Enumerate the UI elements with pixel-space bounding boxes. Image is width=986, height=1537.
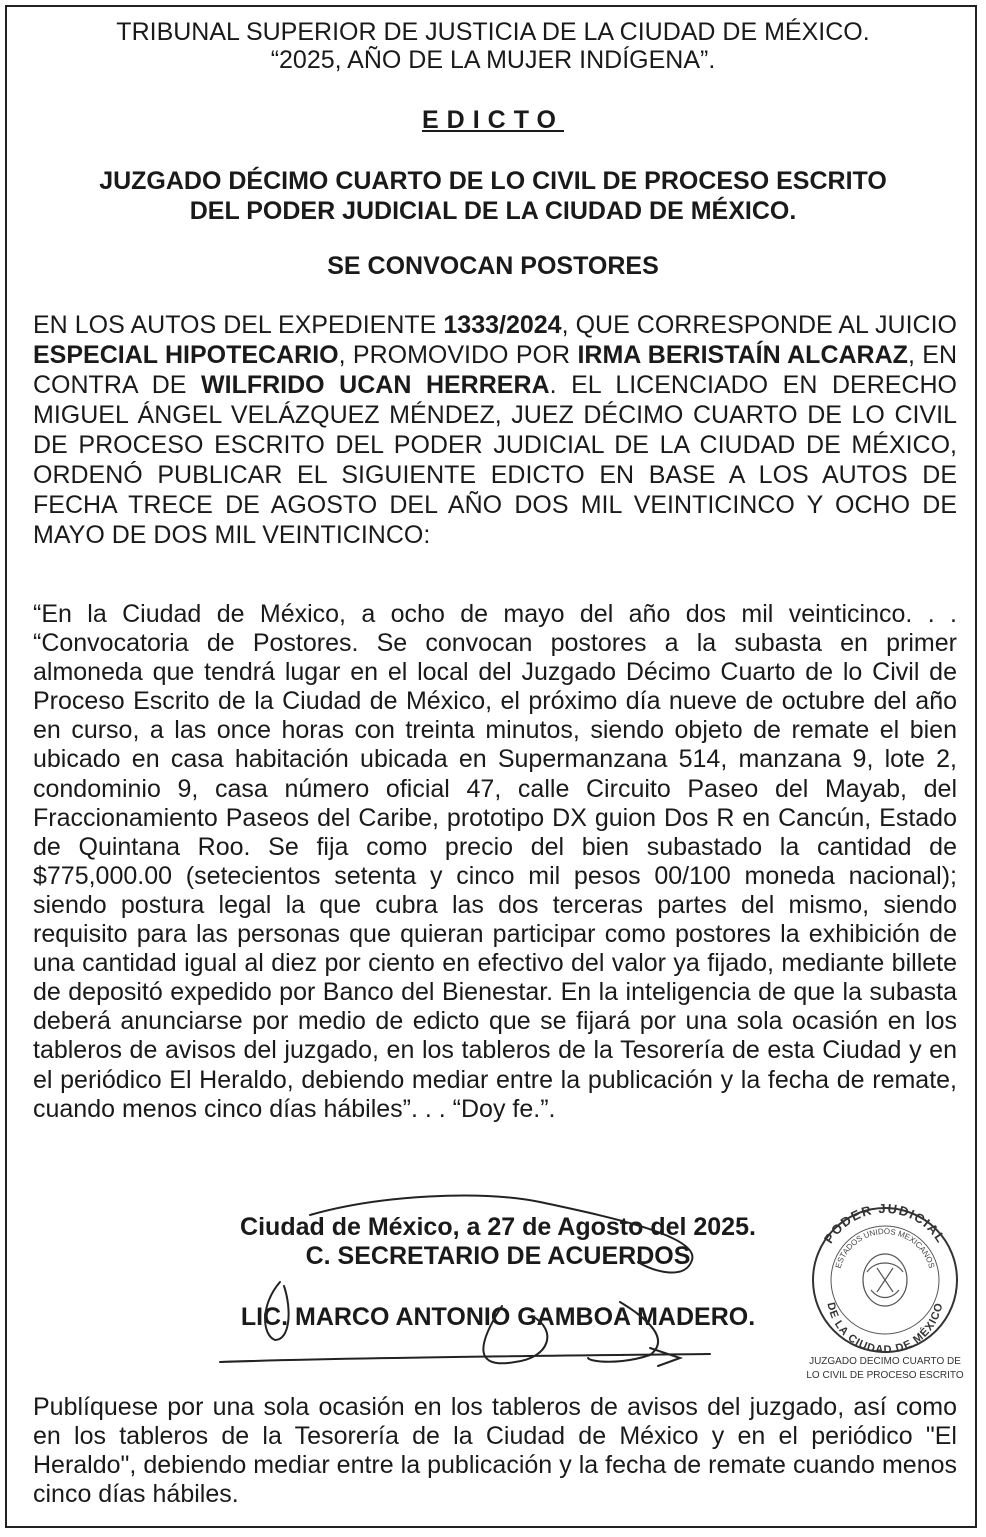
court-name-line2: DEL PODER JUDICIAL DE LA CIUDAD DE MÉXICO.: [189, 197, 797, 225]
intro-text-1: EN LOS AUTOS DEL EXPEDIENTE: [33, 311, 444, 339]
signature-date-line: Ciudad de México, a 27 de Agosto del 2025.: [240, 1213, 756, 1241]
svg-text:PODER JUDICIAL: [821, 1201, 949, 1246]
seal-inner-text: ESTADOS UNIDOS MEXICANOS: [833, 1226, 937, 1270]
header-court-name: TRIBUNAL SUPERIOR DE JUSTICIA DE LA CIUDAD DE MÉXICO.: [116, 18, 870, 46]
plaintiff-name: IRMA BERISTAÍN ALCARAZ: [577, 341, 908, 369]
signature-name: LIC. MARCO ANTONIO GAMBOA MADERO.: [240, 1303, 756, 1331]
intro-text-5: . EL LICENCIADO EN DERECHO MIGUEL ÁNGEL VELÁZQUEZ MÉNDEZ, JUEZ DÉCIMO CUARTO DE LO CIVIL DE PROCESO ESCRITO DEL PODER JUDICIAL DE LA CIUDAD DE MÉXICO, ORDENÓ PUBLICAR EL SIGUIENTE EDICTO EN BASE A LOS AUTOS DE FECHA TRECE DE AGOSTO DEL AÑO DOS MIL VEINTICINCO Y OCHO DE MAYO DE DOS MIL VEINTICINCO:: [33, 371, 957, 549]
seal-top-text: PODER JUDICIAL: [820, 1200, 950, 1247]
seal-stamp-line1: JUZGADO DECIMO CUARTO DE: [809, 1356, 961, 1367]
intro-text-2: , QUE CORRESPONDE AL JUICIO: [561, 311, 957, 339]
convocation-heading: SE CONVOCAN POSTORES: [327, 252, 659, 280]
auction-notice-paragraph: “En la Ciudad de México, a ocho de mayo del año dos mil veinticinco. . . “Convocatoria de Postores. Se convocan postores a la subasta en primer almoneda que tendrá lugar en el local del Juzgado Décimo Cuarto de lo Civil de Proceso Escrito de la Ciudad de México, el próximo día nueve de octubre del año en curso, a las once horas con treinta minutos, siendo objeto de remate el bien ubicado en casa habitación ubicada en Supermanzana 514, manzana 9, lote 2, condominio 9, casa número oficial 47, calle Circuito Paseo del Mayab, del Fraccionamiento Paseos del Caribe, prototipo DX guion Dos R en Cancún, Estado de Quintana Roo. Se fija como precio del bien subastado la cantidad de $775,000.00 (setecientos setenta y cinco mil pesos 00/100 moneda nacional); siendo postura legal la que cubra las dos terceras partes del mismo, siendo requisito para las personas que quieran participar como postores la exhibición de una cantidad igual al diez por ciento en efectivo del valor ya fijado, mediante billete de depositó expedido por Banco del Bienestar. En la inteligencia de que la subasta deberá anunciarse por medio de edicto que se fijará por una sola ocasión en los tableros de avisos del juzgado, en los tableros de la Tesorería de esta Ciudad y en el periódico El Heraldo, debiendo mediar entre la publicación y la fecha de remate, cuando menos cinco días hábiles”. . . “Doy fe.”.: [33, 600, 957, 1123]
document-title: EDICTO: [422, 106, 564, 134]
court-seal: [805, 1200, 965, 1385]
intro-text-4: , EN CONTRA DE: [33, 341, 958, 399]
defendant-name: WILFRIDO UCAN HERRERA: [201, 371, 550, 399]
signature-role: C. SECRETARIO DE ACUERDOS: [305, 1242, 691, 1270]
court-name: [30, 166, 956, 226]
intro-text-3: , PROMOVIDO POR: [338, 341, 578, 369]
court-name-line1: JUZGADO DÉCIMO CUARTO DE LO CIVIL DE PROCESO ESCRITO: [99, 167, 887, 195]
seal-bottom-text: DE LA CIUDAD DE MÉXICO: [824, 1301, 946, 1357]
header-year-motto: “2025, AÑO DE LA MUJER INDÍGENA”.: [270, 46, 716, 74]
svg-text:DE LA CIUDAD DE MÉXICO: [824, 1301, 945, 1356]
publication-instructions: Publíquese por una sola ocasión en los tableros de avisos del juzgado, así como en los tableros de la Tesorería de la Ciudad de México y en el periódico "El Heraldo", debiendo mediar entre la publicación y la fecha de remate cuando menos cinco días hábiles.: [33, 1393, 957, 1508]
intro-paragraph: [33, 310, 957, 550]
case-number: 1333/2024: [443, 311, 562, 339]
seal-stamp-line2: LO CIVIL DE PROCESO ESCRITO: [806, 1370, 964, 1381]
eagle-emblem-icon: [863, 1254, 907, 1306]
case-type: ESPECIAL HIPOTECARIO: [33, 341, 339, 369]
handwritten-signature: [180, 1190, 720, 1380]
